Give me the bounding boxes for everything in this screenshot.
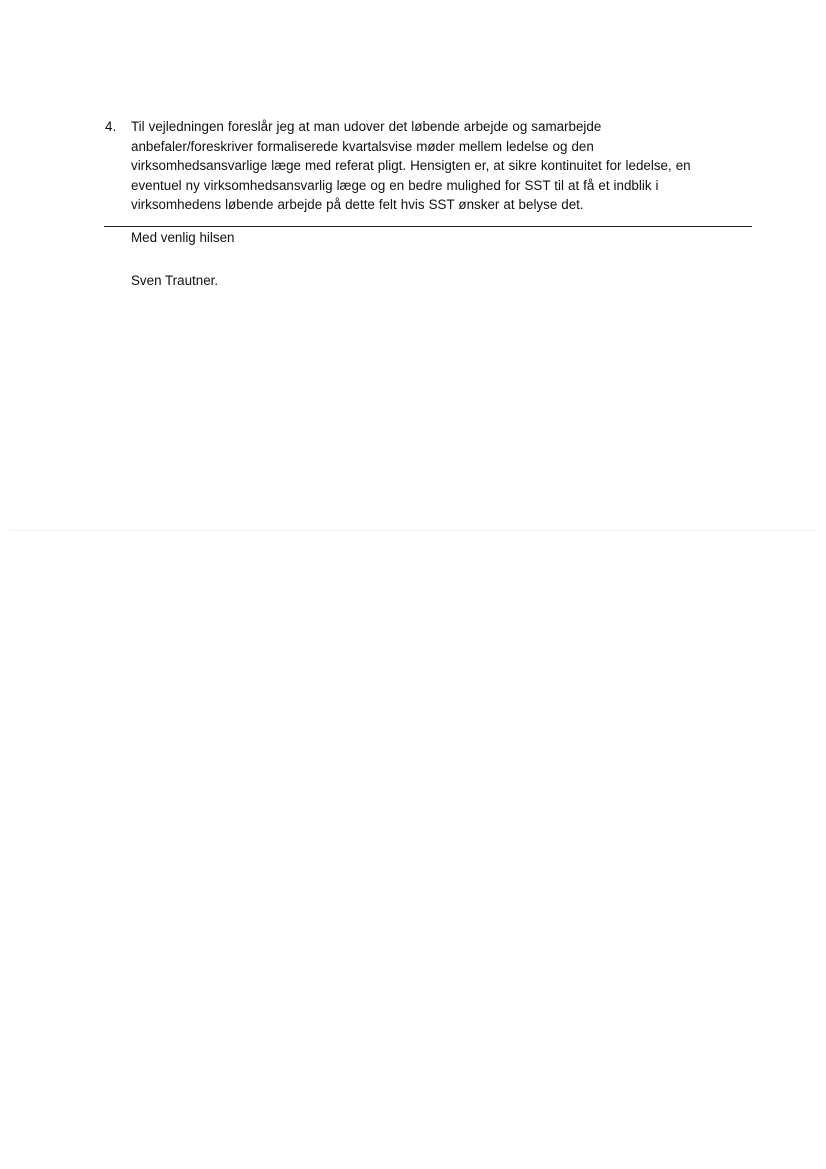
list-number: 4.	[105, 119, 117, 134]
closing-salutation: Med venlig hilsen	[131, 230, 235, 245]
paragraph-line: virksomhedsansvarlige læge med referat pligt. Hensigten er, at sikre kontinuitet for ledelse, en	[131, 158, 691, 174]
paragraph-line: eventuel ny virksomhedsansvarlig læge og en bedre mulighed for SST til at få et indblik i	[131, 177, 659, 193]
numbered-paragraph	[105, 117, 745, 215]
paragraph-line: anbefaler/foreskriver formaliserede kvartalsvise møder mellem ledelse og den	[131, 138, 594, 154]
paragraph-line: virksomhedens løbende arbejde på dette felt hvis SST ønsker at belyse det.	[131, 197, 584, 213]
signature-name: Sven Trautner.	[131, 273, 219, 288]
paragraph-text	[131, 117, 745, 215]
paragraph-line: Til vejledningen foreslår jeg at man udover det løbende arbejde og samarbejde	[131, 119, 602, 134]
scan-fold-line	[10, 530, 816, 531]
horizontal-rule	[104, 226, 752, 227]
